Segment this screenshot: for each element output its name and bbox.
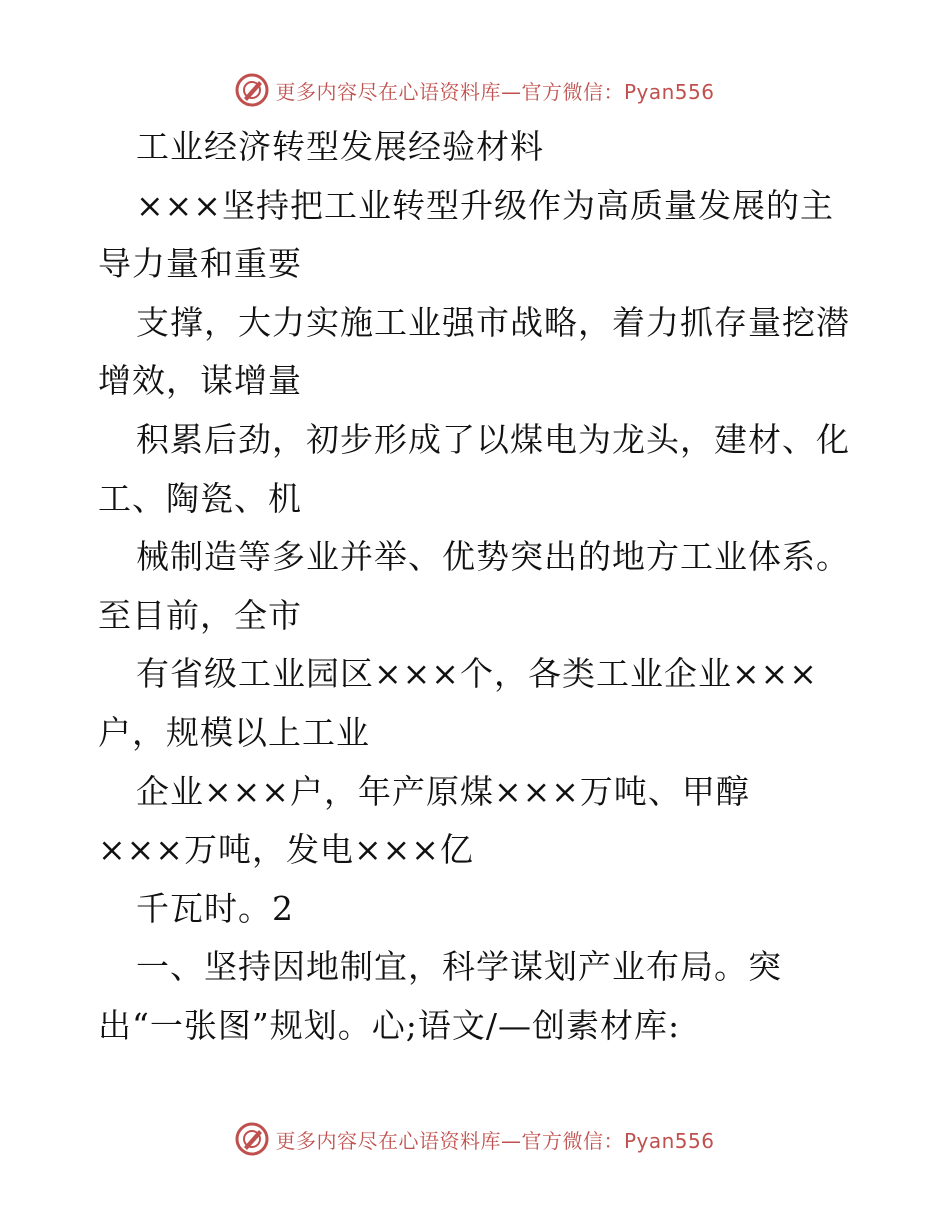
text-line: 增效，谋增量	[98, 361, 302, 401]
text-line: 至目前，全市	[98, 595, 302, 635]
text-line: 支撑，大力实施工业强市战略，着力抓存量挖潜	[136, 302, 850, 342]
text-line: 工业经济转型发展经验材料	[136, 127, 544, 166]
text-line: 积累后劲，初步形成了以煤电为龙头，建材、化	[136, 419, 850, 459]
logo-icon	[235, 73, 269, 107]
text-line: ×××万吨，发电×××亿	[98, 830, 474, 870]
header-banner	[0, 70, 950, 110]
document-body	[98, 118, 858, 1056]
text-line: 一、坚持因地制宜，科学谋划产业布局。突	[136, 947, 782, 987]
text-line: 工、陶瓷、机	[98, 478, 302, 518]
text-line: 出“一张图”规划。心;语文/—创素材库:	[98, 1005, 681, 1045]
text-line: 导力量和重要	[98, 244, 302, 284]
text-line: 械制造等多业并举、优势突出的地方工业体系。	[136, 537, 850, 577]
text-line: ×××坚持把工业转型升级作为高质量发展的主	[136, 185, 834, 225]
text-line: 千瓦时。2	[136, 888, 294, 928]
footer-banner-text: 更多内容尽在心语资料库—官方微信：Pyan556	[275, 1128, 715, 1153]
header-banner-text: 更多内容尽在心语资料库—官方微信：Pyan556	[275, 79, 715, 104]
text-line: 企业×××户，年产原煤×××万吨、甲醇	[136, 771, 750, 811]
text-line: 户，规模以上工业	[98, 712, 370, 752]
text-line: 有省级工业园区×××个，各类工业企业×××	[136, 654, 818, 694]
footer-banner	[0, 1119, 950, 1159]
logo-icon	[235, 1122, 269, 1156]
